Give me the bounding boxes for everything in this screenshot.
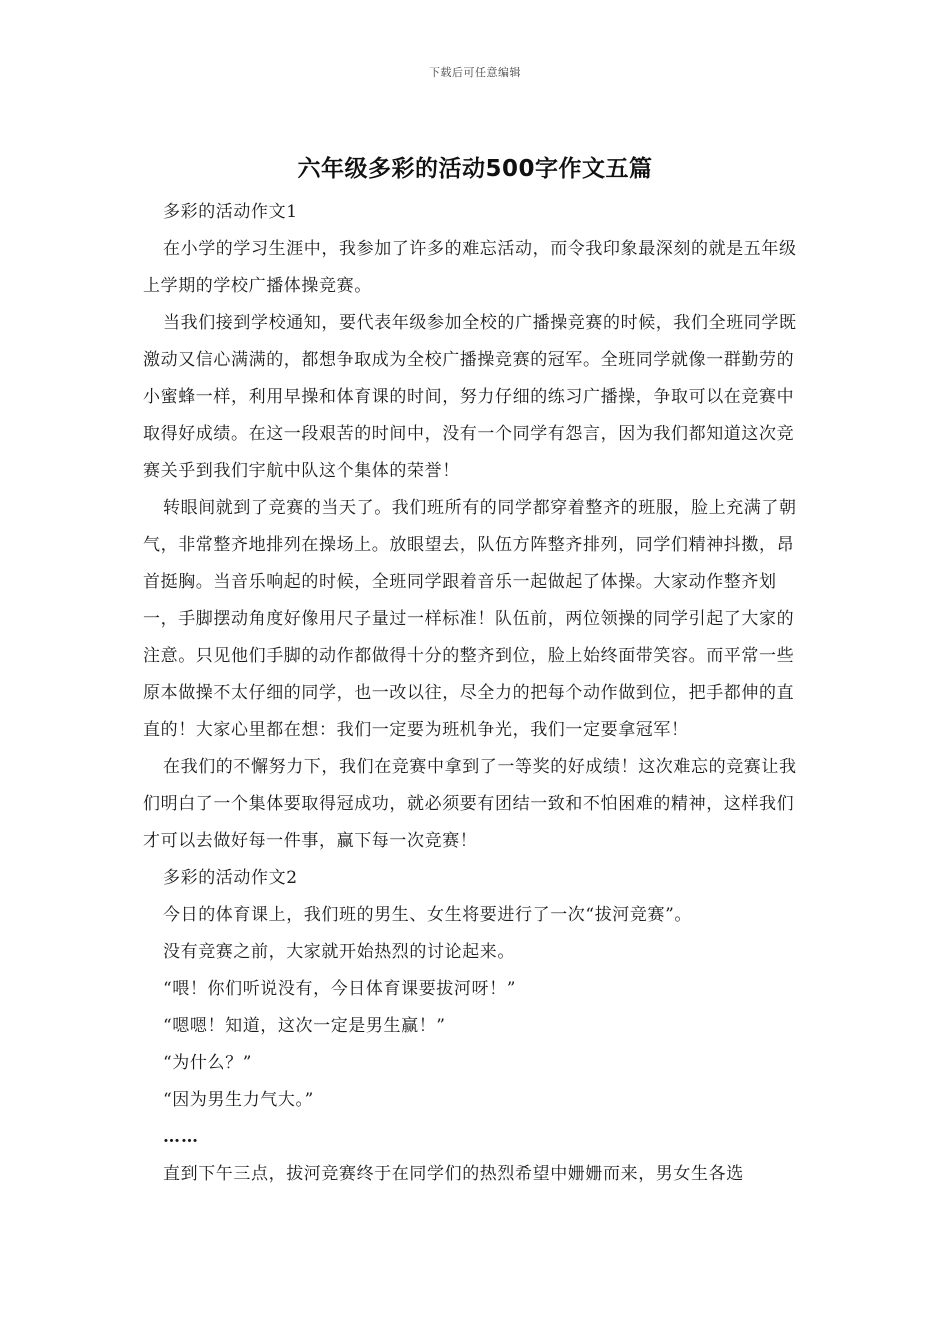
dialogue-line: “为什么？” — [163, 1053, 252, 1073]
ellipsis: …… — [163, 1127, 199, 1147]
paragraph: 直到下午三点，拔河竞赛终于在同学们的热烈希望中姗姗而来，男女生各选 — [163, 1164, 744, 1184]
paragraph: 在小学的学习生涯中，我参加了许多的难忘活动，而令我印象最深刻的就是五年级上学期的学校广播体操竞赛。 — [143, 239, 797, 296]
paragraph: 转眼间就到了竞赛的当天了。我们班所有的同学都穿着整齐的班服，脸上充满了朝气，非常整齐地排列在操场上。放眼望去，队伍方阵整齐排列，同学们精神抖擞，昂首挺胸。当音乐响起的时候，全班同学跟着音乐一起做起了体操。大家动作整齐划一，手脚摆动角度好像用尺子量过一样标准！队伍前，两位领操的同学引起了大家的注意。只见他们手脚的动作都做得十分的整齐到位，脸上始终面带笑容。而平常一些原本做操不太仔细的同学，也一改以往，尽全力的把每个动作做到位，把手都伸的直直的！大家心里都在想：我们一定要为班机争光，我们一定要拿冠军！ — [143, 498, 797, 740]
header-note: 下载后可任意编辑 — [429, 66, 521, 79]
section-heading-2: 多彩的活动作文2 — [163, 868, 298, 888]
paragraph: 在我们的不懈努力下，我们在竞赛中拿到了一等奖的好成绩！这次难忘的竞赛让我们明白了一个集体要取得冠成功，就必须要有团结一致和不怕困难的精神，这样我们才可以去做好每一件事，赢下每一次竞赛！ — [143, 757, 797, 851]
paragraph: 当我们接到学校通知，要代表年级参加全校的广播操竞赛的时候，我们全班同学既激动又信心满满的，都想争取成为全校广播操竞赛的冠军。全班同学就像一群勤劳的小蜜蜂一样，利用早操和体育课的时间，努力仔细的练习广播操，争取可以在竞赛中取得好成绩。在这一段艰苦的时间中，没有一个同学有怨言，因为我们都知道这次竞赛关乎到我们宇航中队这个集体的荣誉！ — [143, 313, 797, 481]
section-heading-1: 多彩的活动作文1 — [163, 202, 298, 222]
document-title: 六年级多彩的活动500字作文五篇 — [297, 156, 653, 182]
paragraph: 今日的体育课上，我们班的男生、女生将要进行了一次“拔河竞赛”。 — [163, 905, 692, 925]
dialogue-line: “因为男生力气大。” — [163, 1090, 314, 1110]
paragraph: 没有竞赛之前，大家就开始热烈的讨论起来。 — [163, 942, 515, 962]
document-body — [143, 194, 811, 1193]
dialogue-line: “嗯嗯！知道，这次一定是男生赢！” — [163, 1016, 446, 1036]
dialogue-line: “喂！你们听说没有，今日体育课要拔河呀！” — [163, 979, 516, 999]
